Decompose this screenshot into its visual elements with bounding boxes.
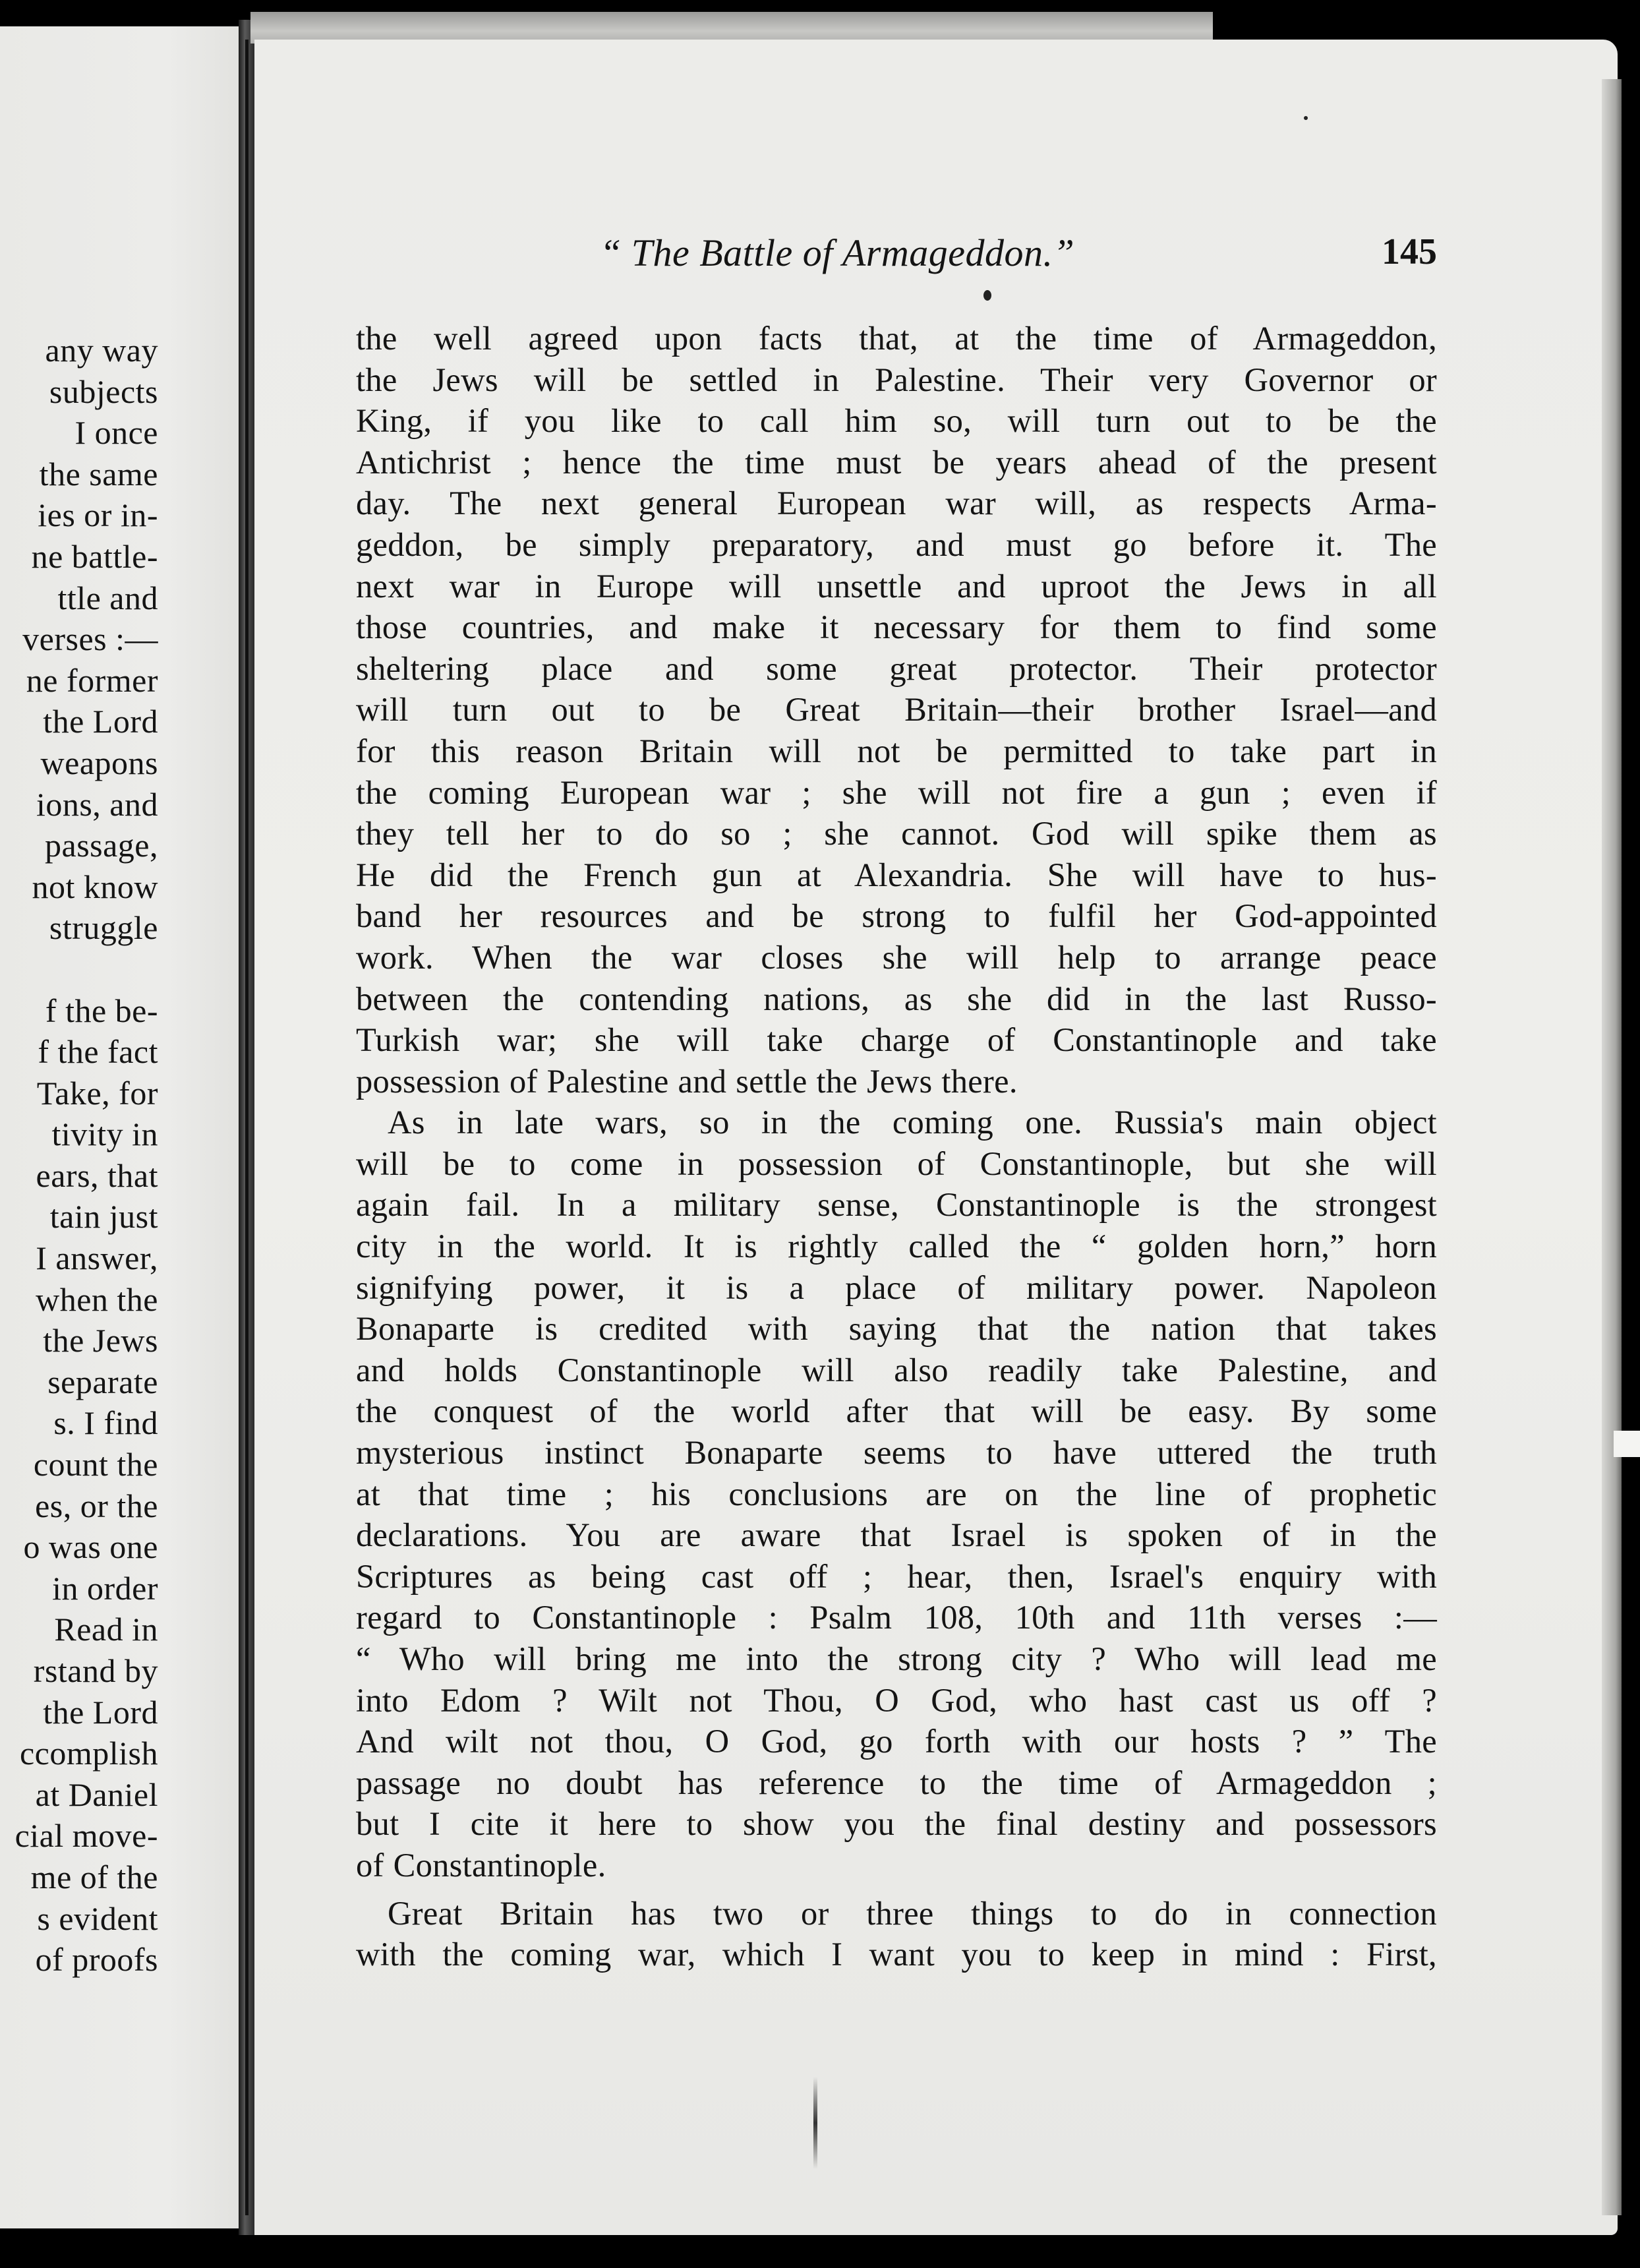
previous-page-line: ttle and	[57, 579, 158, 616]
text-line: the conquest of the world after that will be easy. By some	[356, 1392, 1437, 1430]
text-line: day. The next general European war will, as respects Arma-	[356, 485, 1437, 522]
text-line: band her resources and be strong to fulfil her God-appointed	[356, 897, 1437, 935]
text-line: regard to Constantinople : Psalm 108, 10th and 11th verses :—	[356, 1599, 1437, 1636]
running-head-title: “ The Battle of Armageddon.”	[600, 231, 1075, 274]
text-line: the coming European war ; she will not fire a gun ; even if	[356, 773, 1437, 811]
previous-page-line: at Daniel	[35, 1776, 158, 1813]
running-head	[343, 231, 1437, 284]
previous-page-line: any way	[45, 332, 158, 369]
previous-page-line: separate	[47, 1363, 158, 1400]
previous-page-line: when the	[36, 1280, 158, 1318]
previous-page-line: verses :—	[22, 620, 158, 658]
text-line: And wilt not thou, O God, go forth with our hosts ? ” The	[356, 1723, 1437, 1760]
paragraph	[356, 318, 1437, 1102]
previous-page-line: count the	[33, 1446, 158, 1483]
text-line: but I cite it here to show you the final destiny and possessors	[356, 1805, 1437, 1843]
text-line: will turn out to be Great Britain—their brother Israel—and	[356, 691, 1437, 729]
text-line: the Jews will be settled in Palestine. Their very Governor or	[356, 361, 1437, 398]
text-line: into Edom ? Wilt not Thou, O God, who hast cast us off ?	[356, 1681, 1437, 1719]
previous-page-line: Take, for	[36, 1074, 158, 1112]
text-line: city in the world. It is rightly called the “ golden horn,” horn	[356, 1228, 1437, 1265]
previous-page-line: the Jews	[43, 1322, 158, 1359]
text-line: the well agreed upon facts that, at the time of Armageddon,	[356, 320, 1437, 357]
text-line: at that time ; his conclusions are on the line of prophetic	[356, 1475, 1437, 1512]
previous-page-line: weapons	[40, 744, 158, 781]
previous-page-line: me of the	[30, 1858, 158, 1895]
gutter-shadow-line	[245, 40, 249, 2215]
previous-page-line: struggle	[49, 909, 158, 947]
paragraph	[356, 1102, 1437, 1886]
text-line: possession of Palestine and settle the Jews there.	[356, 1062, 1018, 1100]
text-line: they tell her to do so ; she cannot. God will spike them as	[356, 815, 1437, 852]
text-line: Turkish war; she will take charge of Constantinople and take	[356, 1021, 1437, 1059]
paragraph	[356, 1893, 1437, 1975]
ink-speck	[1304, 116, 1308, 120]
previous-page-line	[0, 949, 158, 990]
text-line: He did the French gun at Alexandria. She will have to hus-	[356, 856, 1437, 893]
text-line: Antichrist ; hence the time must be years ahead of the present	[356, 443, 1437, 481]
text-line: work. When the war closes she will help to arrange peace	[356, 938, 1437, 976]
previous-page-text	[0, 330, 158, 1981]
previous-page-line: ies or in-	[38, 496, 158, 534]
previous-page-line: s evident	[37, 1899, 158, 1937]
previous-page-line: the same	[39, 455, 158, 492]
previous-page-line: f the be-	[45, 992, 158, 1029]
text-line: next war in Europe will unsettle and uproot the Jews in all	[356, 567, 1437, 605]
previous-page-line: s. I find	[53, 1404, 158, 1442]
previous-page-line: o was one	[23, 1528, 158, 1566]
previous-page-line: in order	[52, 1569, 158, 1607]
text-line: Bonaparte is credited with saying that the nation that takes	[356, 1310, 1437, 1348]
page-edge-tab	[1614, 1431, 1640, 1457]
previous-page-line: ccomplish	[19, 1735, 158, 1772]
ink-speck	[983, 290, 991, 301]
text-line: passage no doubt has reference to the time of Armageddon ;	[356, 1764, 1437, 1801]
text-line: Scriptures as being cast off ; hear, then, Israel's enquiry with	[356, 1557, 1437, 1595]
previous-page-line: of proofs	[35, 1941, 158, 1979]
text-line: “ Who will bring me into the strong city ? Who will lead me	[356, 1640, 1437, 1677]
previous-page-line: passage,	[45, 827, 158, 864]
previous-page-line: subjects	[49, 373, 158, 410]
text-line: will be to come in possession of Constantinople, but she will	[356, 1145, 1437, 1182]
text-line: mysterious instinct Bonaparte seems to have uttered the truth	[356, 1434, 1437, 1472]
previous-page-line: I once	[74, 414, 158, 452]
text-line: between the contending nations, as she did in the last Russo-	[356, 980, 1437, 1017]
text-line: declarations. You are aware that Israel is spoken of in the	[356, 1516, 1437, 1554]
text-line: with the coming war, which I want you to keep in mind : First,	[356, 1936, 1437, 1973]
page-number: 145	[1382, 231, 1437, 272]
text-line: and holds Constantinople will also readily take Palestine, and	[356, 1351, 1437, 1388]
previous-page-line: the Lord	[43, 1693, 158, 1731]
previous-page-line: not know	[32, 868, 158, 905]
previous-page-line: Read in	[54, 1611, 158, 1648]
text-line: again fail. In a military sense, Constantinople is the strongest	[356, 1186, 1437, 1224]
body-text	[356, 318, 1437, 1975]
previous-page-line: ions, and	[36, 785, 158, 823]
text-line: geddon, be simply preparatory, and must go before it. The	[356, 525, 1437, 563]
text-line: Great Britain has two or three things to do in connection	[388, 1894, 1437, 1932]
previous-page-line: ne former	[26, 661, 158, 699]
previous-page-line: ears, that	[36, 1156, 158, 1194]
previous-page-line: the Lord	[43, 703, 158, 740]
page-right-edge	[1602, 79, 1622, 2215]
text-line: King, if you like to call him so, will turn out to be the	[356, 402, 1437, 440]
text-line: for this reason Britain will not be permitted to take part in	[356, 732, 1437, 769]
previous-page-line: tain just	[49, 1198, 158, 1236]
previous-page-line: ne battle-	[31, 537, 158, 575]
text-line: sheltering place and some great protector. Their protector	[356, 649, 1437, 687]
text-line: those countries, and make it necessary for them to find some	[356, 609, 1437, 646]
previous-page-line: rstand by	[33, 1652, 158, 1689]
previous-page-line: I answer,	[36, 1239, 158, 1277]
text-line: of Constantinople.	[356, 1846, 606, 1884]
previous-page-line: cial move-	[15, 1817, 158, 1855]
previous-page-fragment	[0, 26, 239, 2228]
paper-crease	[813, 2077, 817, 2169]
text-line: signifying power, it is a place of military power. Napoleon	[356, 1268, 1437, 1306]
page-top-edge	[250, 12, 1213, 44]
previous-page-line: tivity in	[51, 1116, 158, 1153]
previous-page-line: f the fact	[38, 1033, 158, 1071]
text-line: As in late wars, so in the coming one. Russia's main object	[388, 1104, 1437, 1141]
previous-page-line: es, or the	[35, 1487, 158, 1524]
